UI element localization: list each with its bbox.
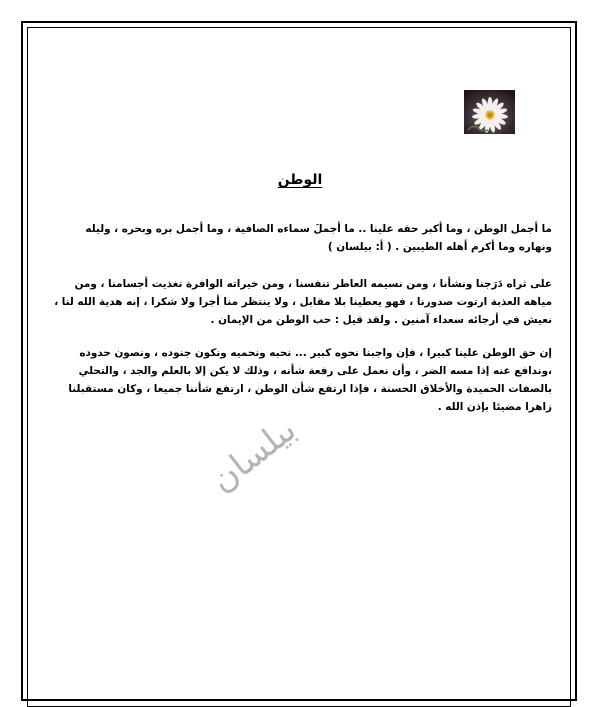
- daisy-flower-image: [464, 90, 515, 134]
- watermark-signature: بيلسان: [202, 409, 304, 501]
- paragraph-1: ما أجمل الوطن ، وما أكبر حقه علينا .. ما أجملَ سماءه الصافية ، وما أجمل بره وبحره ، وليله ونهاره وما أكرم أهله الطيبين . ( أ: بيلسان ): [85, 223, 552, 253]
- document-title: الوطن: [277, 172, 323, 188]
- paragraph-3: إن حق الوطن علينا كبيرا ، فإن واجبنا نحوه كبير ... نحبه ونحميه ونكون جنوده ، ونصون حدوده ،وندافع عنه إذا مسه الضر ، وأن نعمل على رفعة شأنه ، وذلك لا يكن إلا بالعلم والجد ، والتحلي بالصفات الحميدة والأخلاق الحسنة ، فإذا ارتفع شأن الوطن ، ارتفع شأننا جميعا ، وكان مستقبلنا زاهرا مضيئا بإذن الله .: [68, 347, 552, 413]
- paragraph-2: على ثراه دَرَجنا ونشأنا ، ومن نسيمه العاطر تنفسنا ، ومن خيراته الوافرة تغذيت أجسامنا ، ومن مياهه العذبة ارتوت صدورنا ، فهو يعطينا بلا مقابل ، ولا ينتظر منا أجرا ولا شكرا ، إنه هدية الله لنا ، نعيش في أرجائه سعداء آمنين . ولقد قيل : حب الوطن من الإيمان .: [54, 278, 552, 326]
